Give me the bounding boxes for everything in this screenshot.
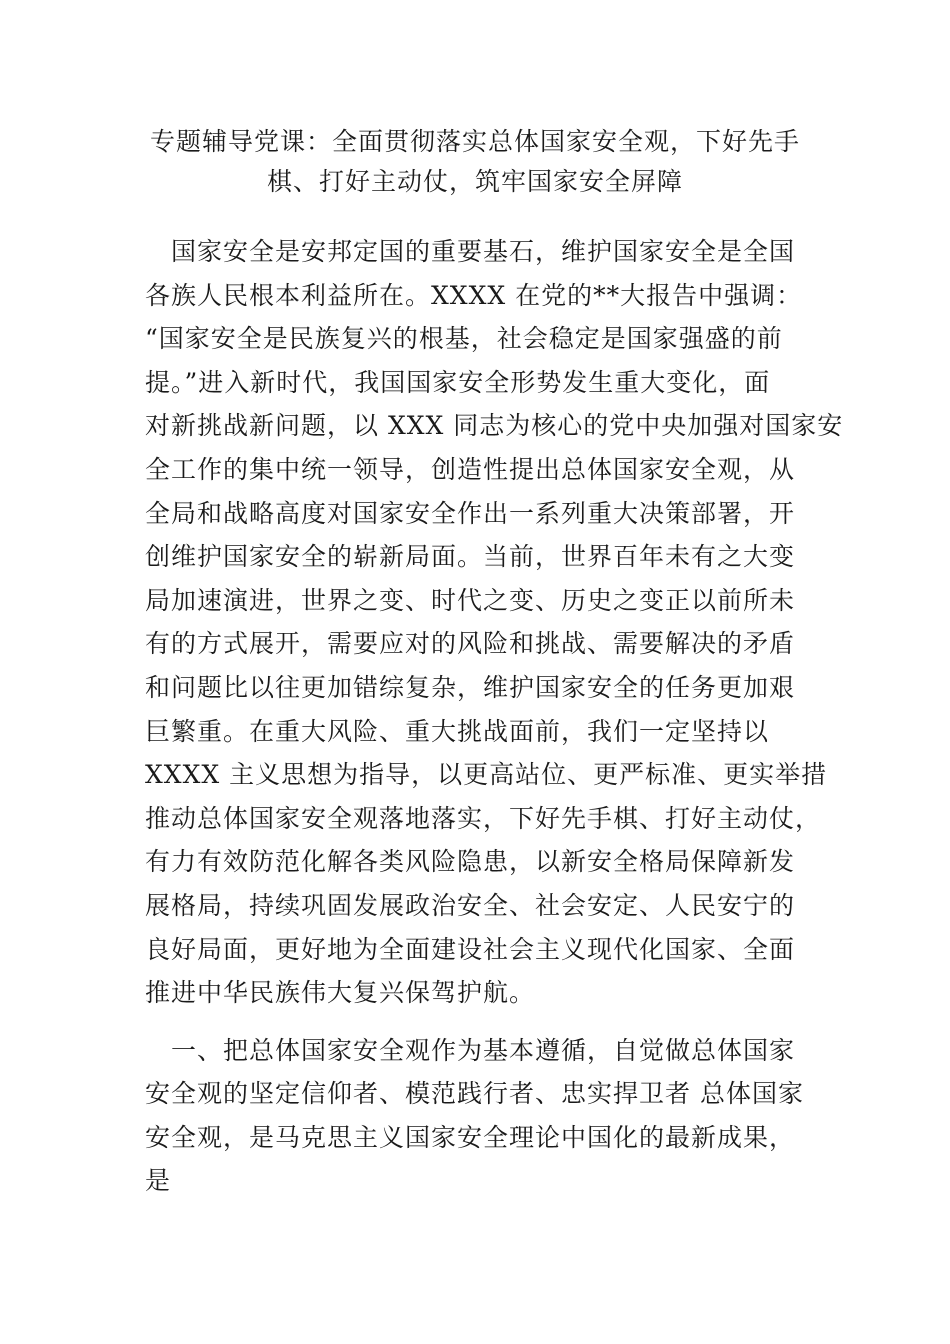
title-line: 专题辅导党课：全面贯彻落实总体国家安全观，下好先手 xyxy=(149,127,800,156)
paragraph-line: 有的方式展开，需要应对的风险和挑战、需要解决的矛盾 xyxy=(145,629,796,659)
paragraph-line: 提。”进入新时代，我国国家安全形势发生重大变化，面 xyxy=(145,367,771,397)
paragraph-line: 全工作的集中统一领导，创造性提出总体国家安全观，从 xyxy=(145,454,796,484)
paragraph-line: XXXX 主义思想为指导，以更高站位、更严标准、更实举措 xyxy=(145,760,828,790)
paragraph-line: 安全观的坚定信仰者、模范践行者、忠实捍卫者 总体国家 xyxy=(145,1079,804,1109)
paragraph-line: 一、把总体国家安全观作为基本遵循，自觉做总体国家 xyxy=(145,1035,796,1065)
title-line: 棋、打好主动仗，筑牢国家安全屏障 xyxy=(266,167,683,196)
paragraph-line: 展格局，持续巩固发展政治安全、社会安定、人民安宁的 xyxy=(145,890,796,920)
paragraph-line: 局加速演进，世界之变、时代之变、历史之变正以前所未 xyxy=(145,585,796,615)
paragraph-line: 和问题比以往更加错综复杂，维护国家安全的任务更加艰 xyxy=(145,672,796,702)
paragraph-line: 对新挑战新问题，以 XXX 同志为核心的党中央加强对国家安 xyxy=(145,411,844,441)
paragraph-gap xyxy=(145,1015,815,1029)
paragraph-line: 推动总体国家安全观落地落实，下好先手棋、打好主动仗， xyxy=(145,803,822,833)
document-body xyxy=(145,230,844,1203)
paragraph-line: 是 xyxy=(145,1166,172,1196)
paragraph-line: “国家安全是民族复兴的根基，社会稳定是国家强盛的前 xyxy=(145,324,783,354)
paragraph-line: 推进中华民族伟大复兴保驾护航。 xyxy=(145,978,536,1008)
paragraph-section-one xyxy=(145,1029,815,1203)
paragraph-intro xyxy=(145,230,844,1015)
paragraph-line: 国家安全是安邦定国的重要基石，维护国家安全是全国 xyxy=(145,237,796,266)
paragraph-line: 创维护国家安全的崭新局面。当前，世界百年未有之大变 xyxy=(145,542,796,572)
paragraph-line: 各族人民根本利益所在。XXXX 在党的**大报告中强调： xyxy=(145,280,803,310)
paragraph-line: 巨繁重。在重大风险、重大挑战面前，我们一定坚持以 xyxy=(145,716,770,746)
paragraph-line: 全局和战略高度对国家安全作出一系列重大决策部署，开 xyxy=(145,498,796,528)
paragraph-line: 有力有效防范化解各类风险隐患，以新安全格局保障新发 xyxy=(145,847,796,877)
document-title xyxy=(130,122,820,202)
paragraph-line: 良好局面，更好地为全面建设社会主义现代化国家、全面 xyxy=(145,934,796,964)
paragraph-line: 安全观，是马克思主义国家安全理论中国化的最新成果， xyxy=(145,1122,796,1152)
